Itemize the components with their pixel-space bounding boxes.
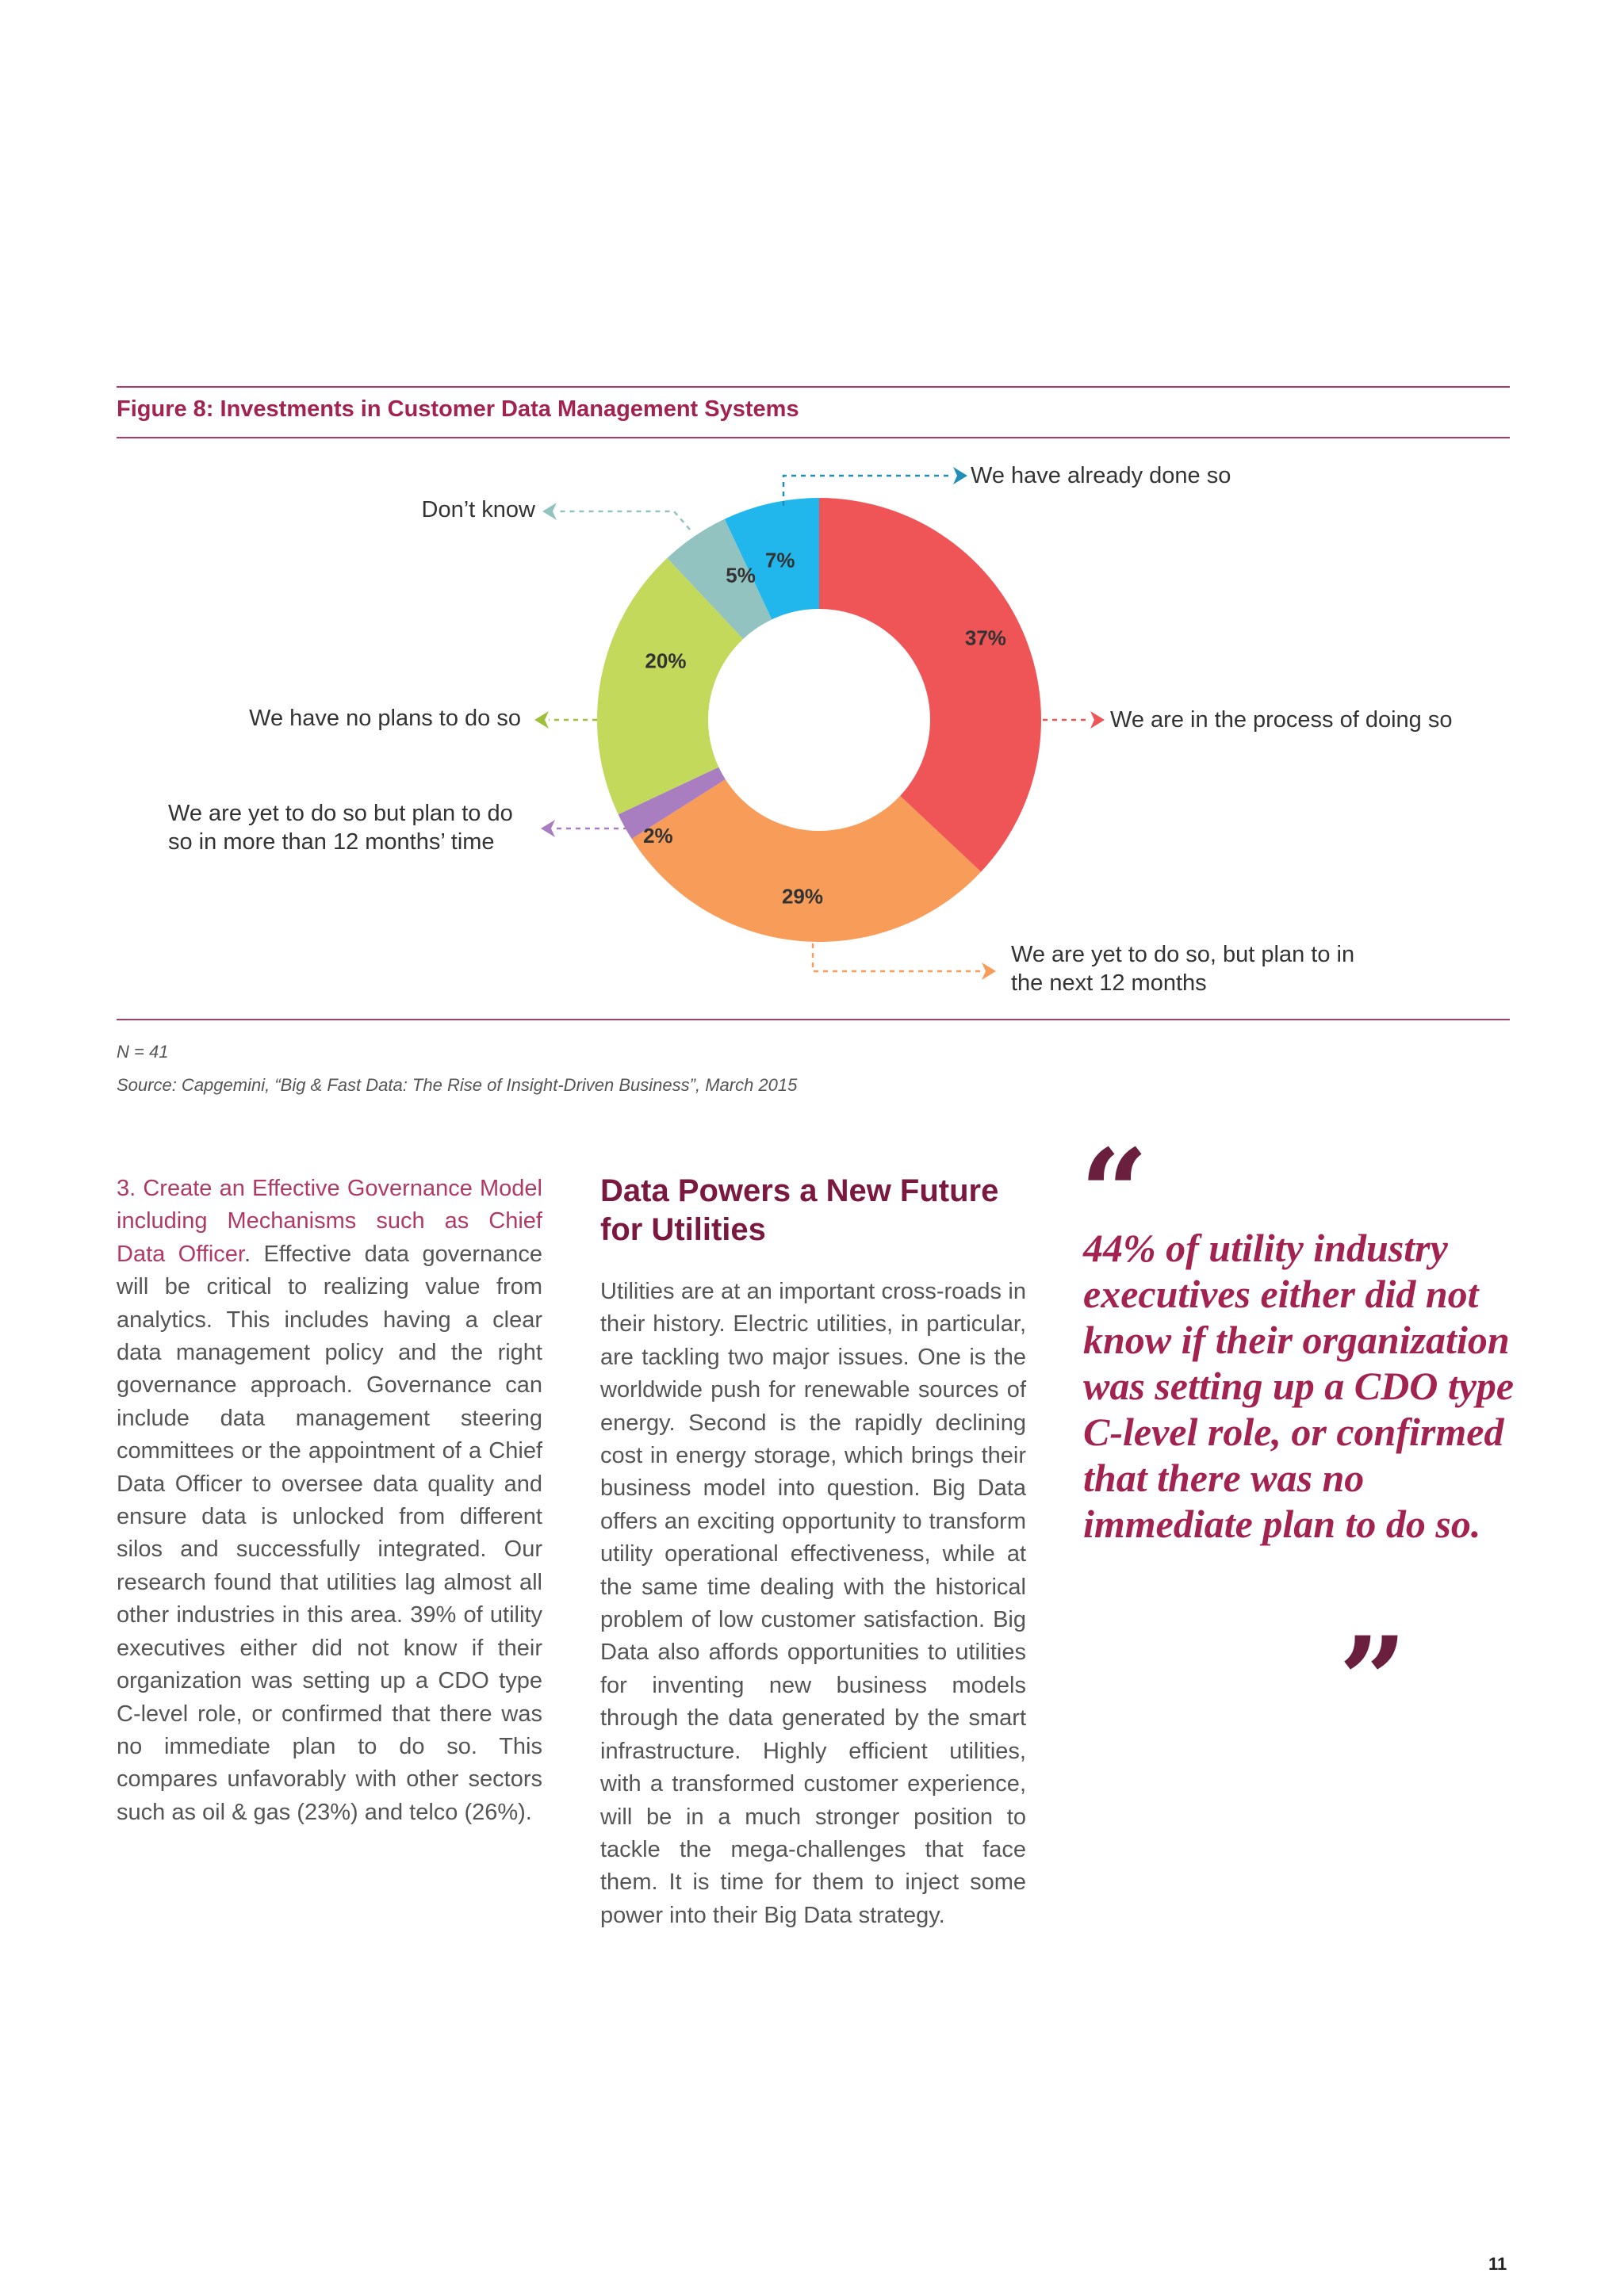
- slice-percent: 7%: [764, 548, 795, 572]
- slice-percent: 5%: [726, 563, 756, 587]
- donut-slices: [597, 498, 1041, 942]
- label-next-12-line1: We are yet to do so, but plan to in: [1011, 942, 1355, 967]
- label-dont-know: Don’t know: [421, 497, 535, 522]
- pull-quote-text: 44% of utility industry executives either did not know if their organization was setting up a CDO type C-level role, or confirmed that there was no immediate plan to do so.: [1083, 1226, 1515, 1546]
- label-more-12-months: [168, 799, 513, 856]
- arrow-head-icon: [542, 503, 557, 520]
- donut-slice: [819, 498, 1041, 872]
- label-in-process: We are in the process of doing so: [1110, 707, 1453, 733]
- figure-bottom-rule: [117, 1019, 1510, 1020]
- slice-percent: 37%: [964, 626, 1006, 650]
- left-column-text: [117, 1173, 542, 1829]
- connector-line: [557, 511, 690, 530]
- slice-percent: 2%: [643, 823, 673, 848]
- arrow-head-icon: [982, 962, 996, 980]
- arrow-head-icon: [953, 467, 967, 484]
- left-column-body: . Effective data governance will be critical to realizing value from analytics. This includes having a clear data management policy and the right governance approach. Governance can include data management steering committees or the appointment of a Chief Data Officer to oversee data quality and ensure data is unlocked from different silos and successfully integrated. Our research found that utilities lag almost all other industries in this area. 39% of utility executives either did not know if their organization was setting up a CDO type C-level role, or confirmed that there was no immediate plan to do so. This compares unfavorably with other sectors such as oil & gas (23%) and telco (26%).: [117, 1241, 542, 1825]
- label-next-12-months: [1011, 940, 1354, 997]
- left-column-heading: 3. Create an Effective Governance Model including Mechanisms such as Chief Data Officer: [117, 1176, 542, 1267]
- arrow-head-icon: [541, 820, 555, 837]
- label-no-plans: We have no plans to do so: [249, 706, 521, 731]
- connector-line: [813, 943, 982, 971]
- donut-chart: [0, 0, 1624, 1031]
- slice-percent: 20%: [645, 649, 687, 673]
- middle-column-body: Utilities are at an important cross-roads in their history. Electric utilities, in particular, are tackling two major issues. One is the worldwide push for renewable sources of energy. Second is the rapidly declining cost in energy storage, which brings their business model into question. Big Data offers an exciting opportunity to transform utility operational effectiveness, while at the same time dealing with the historical problem of low customer satisfaction. Big Data also affords opportunities to utilities for inventing new business models through the data generated by the smart infrastructure. Highly efficient utilities, with a transformed customer experience, will be in a much stronger position to tackle the mega-challenges that face them. It is time for them to inject some power into their Big Data strategy.: [600, 1279, 1026, 1928]
- label-more-12-line2: so in more than 12 months’ time: [168, 829, 495, 855]
- label-already-done: We have already done so: [971, 463, 1231, 488]
- label-more-12-line1: We are yet to do so but plan to do: [168, 801, 513, 826]
- source-note: Source: Capgemini, “Big & Fast Data: The Rise of Insight-Driven Business”, March 2015: [117, 1075, 798, 1095]
- page-number: 11: [1488, 2254, 1507, 2274]
- figure-title: Figure 8: Investments in Customer Data Management Systems: [117, 396, 799, 422]
- close-quote-mark: ”: [1339, 1611, 1408, 1751]
- label-next-12-line2: the next 12 months: [1011, 970, 1207, 996]
- section-heading: Data Powers a New Future for Utilities: [600, 1173, 999, 1247]
- open-quote-mark: “: [1080, 1123, 1149, 1263]
- slice-percent: 29%: [781, 884, 823, 909]
- arrow-head-icon: [534, 711, 549, 729]
- sample-size-note: N = 41: [117, 1042, 169, 1062]
- arrow-head-icon: [1090, 711, 1105, 729]
